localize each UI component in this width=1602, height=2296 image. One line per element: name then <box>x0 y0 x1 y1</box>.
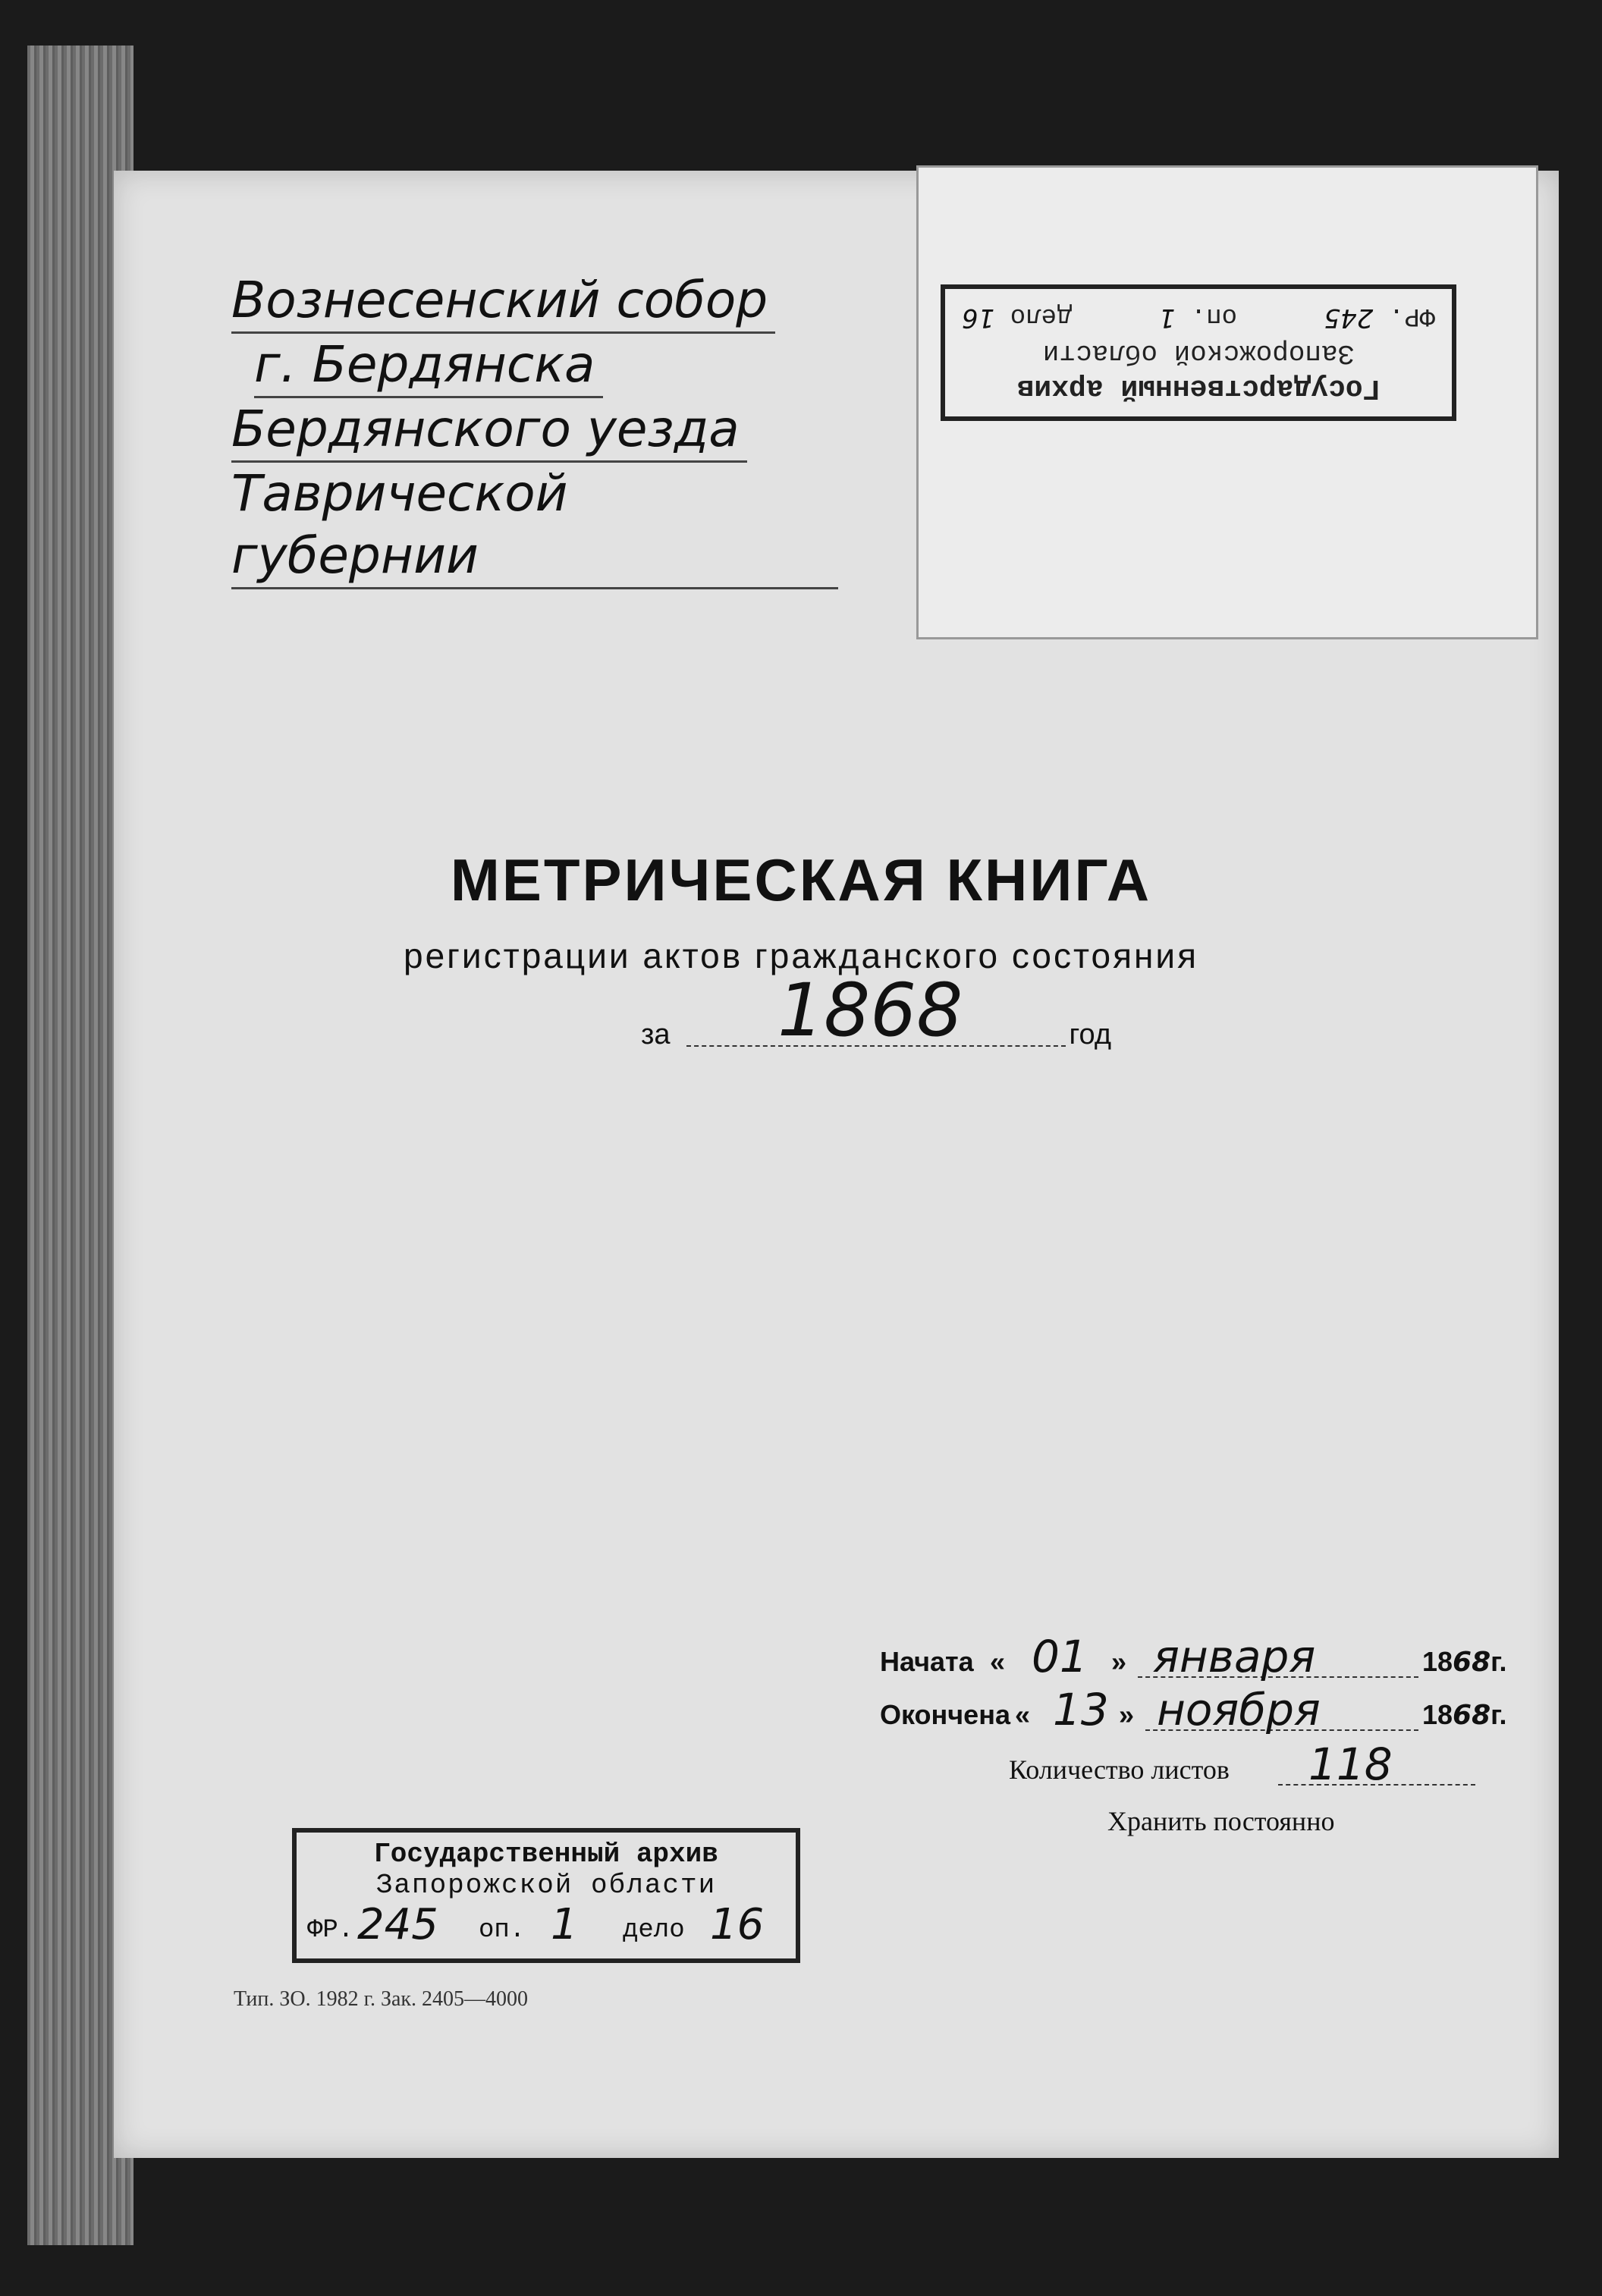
document-subtitle: регистрации актов гражданского состояния <box>403 936 1199 975</box>
fond-value: 245 <box>1324 303 1374 333</box>
stamp-reference <box>297 1901 796 1949</box>
church-province: Таврической губернии <box>231 463 838 589</box>
fond-label: ФР. <box>307 1916 354 1945</box>
sheet-count-label: Количество листов <box>1009 1754 1230 1785</box>
delo-value: 16 <box>962 303 995 333</box>
year-suffix: год <box>1069 1019 1111 1051</box>
year-value: 1868 <box>777 968 963 1053</box>
opis-label: оп. <box>1190 301 1238 330</box>
stamp-archive-name: Государственный архив <box>374 1839 718 1870</box>
end-month: ноября <box>1157 1684 1321 1735</box>
delo-value: 16 <box>710 1900 765 1949</box>
church-heading <box>231 269 838 589</box>
church-district: Бердянского уезда <box>231 398 747 463</box>
church-name: Вознесенский собор <box>231 269 775 334</box>
stamp-archive-name: Государственный архив <box>1016 372 1381 404</box>
quote-close: » <box>1119 1699 1135 1730</box>
quote-close: » <box>1111 1646 1127 1677</box>
archive-stamp-bottom <box>292 1828 800 1963</box>
end-date-row <box>880 1684 1509 1737</box>
quote-open: « <box>1015 1699 1031 1730</box>
quote-open: « <box>990 1646 1006 1677</box>
opis-value: 1 <box>1158 303 1176 333</box>
dates-block <box>880 1631 1509 1837</box>
sheet-count-row <box>880 1737 1509 1792</box>
start-year-suffix: 68 <box>1453 1647 1491 1678</box>
stamp-reference <box>962 301 1435 333</box>
delo-label: дело <box>623 1916 685 1945</box>
year-abbr: г. <box>1490 1646 1507 1677</box>
archive-stamp-top <box>941 284 1456 421</box>
year-abbr: г. <box>1490 1699 1507 1730</box>
start-month: января <box>1153 1631 1316 1682</box>
start-year <box>1422 1646 1507 1678</box>
fond-value: 245 <box>357 1900 438 1949</box>
start-day: 01 <box>1032 1631 1088 1682</box>
opis-value: 1 <box>551 1900 578 1949</box>
end-label: Окончена <box>880 1699 1010 1730</box>
fond-label: ФР. <box>1388 301 1435 330</box>
delo-label: дело <box>1010 301 1073 330</box>
document-title: МЕТРИЧЕСКАЯ КНИГА <box>450 846 1152 913</box>
stamp-region: Запорожской области <box>1042 338 1355 369</box>
end-year-prefix: 18 <box>1422 1699 1453 1730</box>
year-prefix: за <box>641 1019 671 1051</box>
start-label: Начата <box>880 1646 974 1677</box>
year-field <box>641 968 1126 1062</box>
printer-imprint: Тип. ЗО. 1982 г. Зак. 2405—4000 <box>234 1987 529 2011</box>
start-date-row <box>880 1631 1509 1684</box>
end-day: 13 <box>1053 1684 1109 1735</box>
church-city: г. Бердянска <box>254 334 603 398</box>
opis-label: оп. <box>479 1916 526 1945</box>
retention-note: Хранить постоянно <box>1107 1806 1335 1836</box>
sheet-count-value: 118 <box>1308 1738 1393 1790</box>
start-year-prefix: 18 <box>1422 1646 1453 1677</box>
end-year <box>1422 1699 1507 1731</box>
end-year-suffix: 68 <box>1453 1700 1491 1731</box>
stamp-region: Запорожской области <box>375 1870 717 1901</box>
